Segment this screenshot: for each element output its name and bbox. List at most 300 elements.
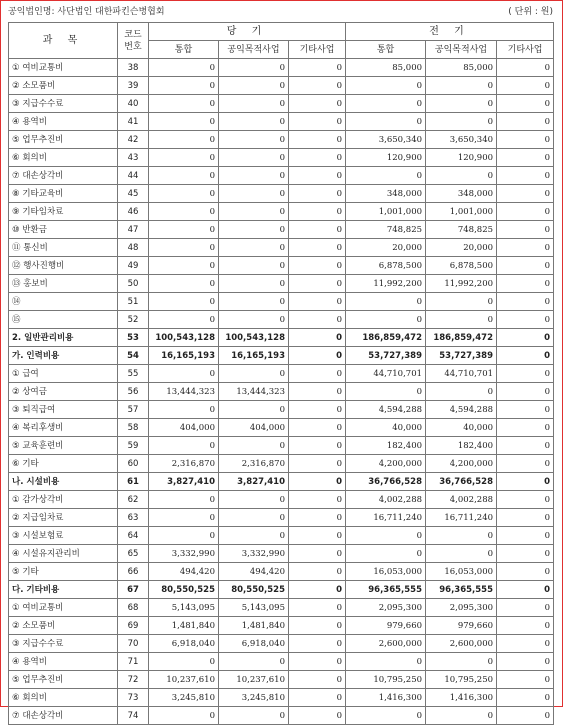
table-row <box>9 185 554 203</box>
current-public: 0 <box>219 77 289 95</box>
current-other: 0 <box>289 293 346 311</box>
row-code: 52 <box>118 311 149 329</box>
current-public: 100,543,128 <box>219 329 289 347</box>
current-total: 404,000 <box>149 419 219 437</box>
prior-other: 0 <box>497 59 554 77</box>
table-row <box>9 707 554 725</box>
current-other: 0 <box>289 203 346 221</box>
prior-other: 0 <box>497 113 554 131</box>
current-other: 0 <box>289 185 346 203</box>
row-code: 41 <box>118 113 149 131</box>
prior-total: 2,095,300 <box>346 599 426 617</box>
current-public: 6,918,040 <box>219 635 289 653</box>
prior-total: 4,002,288 <box>346 491 426 509</box>
current-public: 0 <box>219 185 289 203</box>
table-row <box>9 473 554 491</box>
prior-other: 0 <box>497 635 554 653</box>
prior-other: 0 <box>497 707 554 725</box>
table-row <box>9 77 554 95</box>
current-total: 16,165,193 <box>149 347 219 365</box>
row-label: 2. 일반관리비용 <box>9 329 118 347</box>
prior-total: 16,053,000 <box>346 563 426 581</box>
row-code: 55 <box>118 365 149 383</box>
row-label: ② 상여금 <box>9 383 118 401</box>
current-other: 0 <box>289 581 346 599</box>
current-other: 0 <box>289 329 346 347</box>
row-label: 나. 시설비용 <box>9 473 118 491</box>
current-other: 0 <box>289 275 346 293</box>
row-label: ③ 지급수수료 <box>9 635 118 653</box>
row-label: ⑦ 대손상각비 <box>9 167 118 185</box>
prior-other: 0 <box>497 689 554 707</box>
row-label: ① 급여 <box>9 365 118 383</box>
prior-other: 0 <box>497 509 554 527</box>
table-row <box>9 131 554 149</box>
prior-public: 16,053,000 <box>426 563 497 581</box>
row-label: 가. 인력비용 <box>9 347 118 365</box>
row-label: ③ 지급수수료 <box>9 95 118 113</box>
table-row <box>9 311 554 329</box>
row-code: 58 <box>118 419 149 437</box>
prior-total: 0 <box>346 311 426 329</box>
row-code: 60 <box>118 455 149 473</box>
row-label: ⑥ 기타 <box>9 455 118 473</box>
table-row <box>9 437 554 455</box>
prior-total: 1,001,000 <box>346 203 426 221</box>
prior-public: 16,711,240 <box>426 509 497 527</box>
prior-other: 0 <box>497 653 554 671</box>
current-public: 0 <box>219 257 289 275</box>
prior-total: 96,365,555 <box>346 581 426 599</box>
prior-other: 0 <box>497 563 554 581</box>
prior-total: 6,878,500 <box>346 257 426 275</box>
prior-public: 186,859,472 <box>426 329 497 347</box>
table-row <box>9 599 554 617</box>
table-row <box>9 275 554 293</box>
prior-total: 0 <box>346 293 426 311</box>
current-public: 0 <box>219 491 289 509</box>
prior-total: 10,795,250 <box>346 671 426 689</box>
current-other: 0 <box>289 527 346 545</box>
current-public: 0 <box>219 113 289 131</box>
current-public: 0 <box>219 311 289 329</box>
current-public: 0 <box>219 131 289 149</box>
unit-label: ( 단위 : 원) <box>508 7 553 17</box>
row-code: 53 <box>118 329 149 347</box>
row-label: ⑤ 업무추진비 <box>9 131 118 149</box>
current-public: 16,165,193 <box>219 347 289 365</box>
current-public: 404,000 <box>219 419 289 437</box>
prior-other: 0 <box>497 329 554 347</box>
row-label: ① 여비교통비 <box>9 599 118 617</box>
prior-other: 0 <box>497 527 554 545</box>
row-code: 62 <box>118 491 149 509</box>
prior-public: 20,000 <box>426 239 497 257</box>
prior-total: 11,992,200 <box>346 275 426 293</box>
current-public: 0 <box>219 167 289 185</box>
row-code: 57 <box>118 401 149 419</box>
current-public: 0 <box>219 221 289 239</box>
prior-other: 0 <box>497 671 554 689</box>
row-code: 47 <box>118 221 149 239</box>
row-code: 46 <box>118 203 149 221</box>
current-other: 0 <box>289 563 346 581</box>
prior-period-header: 전 기 <box>346 23 554 41</box>
current-other: 0 <box>289 473 346 491</box>
current-total: 0 <box>149 401 219 419</box>
prior-total: 44,710,701 <box>346 365 426 383</box>
current-other: 0 <box>289 239 346 257</box>
current-total: 0 <box>149 491 219 509</box>
current-total: 0 <box>149 275 219 293</box>
current-total: 0 <box>149 131 219 149</box>
current-total: 0 <box>149 437 219 455</box>
current-total: 5,143,095 <box>149 599 219 617</box>
current-other: 0 <box>289 113 346 131</box>
current-other: 0 <box>289 455 346 473</box>
current-public: 10,237,610 <box>219 671 289 689</box>
prior-public: 0 <box>426 113 497 131</box>
row-label: ⑨ 기타임차료 <box>9 203 118 221</box>
prior-public: 0 <box>426 653 497 671</box>
current-total: 0 <box>149 113 219 131</box>
current-total: 0 <box>149 239 219 257</box>
prior-total: 182,400 <box>346 437 426 455</box>
row-code: 68 <box>118 599 149 617</box>
row-code: 54 <box>118 347 149 365</box>
prior-other: 0 <box>497 581 554 599</box>
row-label: ② 지급임차료 <box>9 509 118 527</box>
table-row <box>9 95 554 113</box>
row-label: ③ 시설보험료 <box>9 527 118 545</box>
current-other: 0 <box>289 167 346 185</box>
current-total: 0 <box>149 653 219 671</box>
current-total: 3,827,410 <box>149 473 219 491</box>
table-row <box>9 617 554 635</box>
prior-public: 2,095,300 <box>426 599 497 617</box>
row-label: ⑮ <box>9 311 118 329</box>
row-code: 71 <box>118 653 149 671</box>
row-code: 66 <box>118 563 149 581</box>
current-total: 0 <box>149 185 219 203</box>
table-row <box>9 671 554 689</box>
current-total: 10,237,610 <box>149 671 219 689</box>
prior-public: 120,900 <box>426 149 497 167</box>
row-label: ④ 시설유지관리비 <box>9 545 118 563</box>
current-other: 0 <box>289 689 346 707</box>
current-public: 2,316,870 <box>219 455 289 473</box>
prior-total: 0 <box>346 383 426 401</box>
prior-other: 0 <box>497 419 554 437</box>
prior-other: 0 <box>497 599 554 617</box>
prior-public: 4,002,288 <box>426 491 497 509</box>
prior-public: 44,710,701 <box>426 365 497 383</box>
prior-total: 0 <box>346 707 426 725</box>
prior-total: 120,900 <box>346 149 426 167</box>
current-total: 6,918,040 <box>149 635 219 653</box>
prior-total: 3,650,340 <box>346 131 426 149</box>
prior-other: 0 <box>497 95 554 113</box>
row-code: 72 <box>118 671 149 689</box>
table-row <box>9 545 554 563</box>
current-public: 3,245,810 <box>219 689 289 707</box>
current-total: 0 <box>149 365 219 383</box>
current-total: 3,332,990 <box>149 545 219 563</box>
row-label: ① 감가상각비 <box>9 491 118 509</box>
current-total: 0 <box>149 311 219 329</box>
prior-other: 0 <box>497 365 554 383</box>
prior-total: 4,594,288 <box>346 401 426 419</box>
table-row <box>9 203 554 221</box>
prior-other: 0 <box>497 167 554 185</box>
current-other: 0 <box>289 311 346 329</box>
prior-public: 1,001,000 <box>426 203 497 221</box>
prior-public: 3,650,340 <box>426 131 497 149</box>
code-header-text: 코드 번호 <box>124 29 142 52</box>
current-total: 100,543,128 <box>149 329 219 347</box>
current-public: 0 <box>219 707 289 725</box>
prior-public: 4,200,000 <box>426 455 497 473</box>
prior-total: 85,000 <box>346 59 426 77</box>
table-row <box>9 563 554 581</box>
current-public: 0 <box>219 653 289 671</box>
row-label: ④ 용역비 <box>9 653 118 671</box>
current-public: 13,444,323 <box>219 383 289 401</box>
row-label: ⑥ 회의비 <box>9 149 118 167</box>
prior-other: 0 <box>497 491 554 509</box>
prior-other: 0 <box>497 221 554 239</box>
row-label: ⑬ 홍보비 <box>9 275 118 293</box>
current-total: 1,481,840 <box>149 617 219 635</box>
row-label: ⑦ 대손상각비 <box>9 707 118 725</box>
current-public: 0 <box>219 59 289 77</box>
current-other: 0 <box>289 257 346 275</box>
current-total: 0 <box>149 293 219 311</box>
prior-total: 0 <box>346 545 426 563</box>
prior-total: 2,600,000 <box>346 635 426 653</box>
row-label: ⑫ 행사진행비 <box>9 257 118 275</box>
prior-public: 182,400 <box>426 437 497 455</box>
prior-public: 4,594,288 <box>426 401 497 419</box>
prior-public: 748,825 <box>426 221 497 239</box>
table-body <box>9 59 554 725</box>
table-row <box>9 455 554 473</box>
prior-public: 36,766,528 <box>426 473 497 491</box>
row-label: ⑥ 회의비 <box>9 689 118 707</box>
current-other: 0 <box>289 437 346 455</box>
row-code: 74 <box>118 707 149 725</box>
table-row <box>9 635 554 653</box>
current-public: 0 <box>219 365 289 383</box>
current-public: 0 <box>219 203 289 221</box>
current-total: 80,550,525 <box>149 581 219 599</box>
current-public: 0 <box>219 239 289 257</box>
prior-total: 979,660 <box>346 617 426 635</box>
prior-other: 0 <box>497 149 554 167</box>
prior-other: 0 <box>497 131 554 149</box>
current-public: 0 <box>219 509 289 527</box>
table-row <box>9 581 554 599</box>
row-label: 다. 기타비용 <box>9 581 118 599</box>
organization-name: 공익법인명: 사단법인 대한파킨슨병협회 <box>8 7 165 17</box>
row-code: 40 <box>118 95 149 113</box>
current-other: 0 <box>289 77 346 95</box>
document-header <box>8 4 553 18</box>
table-row <box>9 689 554 707</box>
current-other: 0 <box>289 401 346 419</box>
prior-public: 0 <box>426 77 497 95</box>
row-code: 67 <box>118 581 149 599</box>
table-row <box>9 365 554 383</box>
prior-total: 0 <box>346 77 426 95</box>
prior-total: 16,711,240 <box>346 509 426 527</box>
row-code: 38 <box>118 59 149 77</box>
current-public: 0 <box>219 527 289 545</box>
current-total: 0 <box>149 257 219 275</box>
current-public: 494,420 <box>219 563 289 581</box>
prior-public: 0 <box>426 383 497 401</box>
table-row <box>9 419 554 437</box>
prior-total: 53,727,389 <box>346 347 426 365</box>
prior-other: 0 <box>497 239 554 257</box>
prior-other: 0 <box>497 383 554 401</box>
row-label: ② 소모품비 <box>9 77 118 95</box>
prior-public: 348,000 <box>426 185 497 203</box>
current-other: 0 <box>289 365 346 383</box>
current-other: 0 <box>289 545 346 563</box>
prior-total-header: 통합 <box>346 41 426 59</box>
row-label: ⑩ 반환금 <box>9 221 118 239</box>
row-code: 56 <box>118 383 149 401</box>
current-total: 0 <box>149 509 219 527</box>
current-other: 0 <box>289 95 346 113</box>
current-total: 3,245,810 <box>149 689 219 707</box>
prior-other: 0 <box>497 257 554 275</box>
row-label: ⑤ 업무추진비 <box>9 671 118 689</box>
prior-total: 0 <box>346 113 426 131</box>
row-label: ④ 용역비 <box>9 113 118 131</box>
prior-other: 0 <box>497 617 554 635</box>
current-total: 0 <box>149 167 219 185</box>
prior-other: 0 <box>497 185 554 203</box>
code-header <box>118 23 149 59</box>
current-total: 494,420 <box>149 563 219 581</box>
prior-other: 0 <box>497 437 554 455</box>
prior-public: 2,600,000 <box>426 635 497 653</box>
row-code: 39 <box>118 77 149 95</box>
prior-public: 11,992,200 <box>426 275 497 293</box>
row-code: 70 <box>118 635 149 653</box>
table-row <box>9 653 554 671</box>
current-other: 0 <box>289 221 346 239</box>
prior-public: 0 <box>426 167 497 185</box>
prior-total: 40,000 <box>346 419 426 437</box>
row-code: 65 <box>118 545 149 563</box>
current-total: 0 <box>149 527 219 545</box>
current-public: 1,481,840 <box>219 617 289 635</box>
prior-public-header: 공익목적사업 <box>426 41 497 59</box>
prior-total: 1,416,300 <box>346 689 426 707</box>
prior-total: 0 <box>346 527 426 545</box>
prior-other: 0 <box>497 293 554 311</box>
prior-public: 979,660 <box>426 617 497 635</box>
prior-other-header: 기타사업 <box>497 41 554 59</box>
current-other: 0 <box>289 491 346 509</box>
current-public: 0 <box>219 293 289 311</box>
prior-other: 0 <box>497 347 554 365</box>
row-code: 69 <box>118 617 149 635</box>
row-label: ③ 퇴직급여 <box>9 401 118 419</box>
row-label: ⑪ 통신비 <box>9 239 118 257</box>
row-code: 44 <box>118 167 149 185</box>
current-total: 0 <box>149 77 219 95</box>
prior-other: 0 <box>497 401 554 419</box>
row-label: ① 여비교통비 <box>9 59 118 77</box>
current-total: 0 <box>149 95 219 113</box>
current-public: 0 <box>219 149 289 167</box>
current-other: 0 <box>289 617 346 635</box>
row-code: 73 <box>118 689 149 707</box>
current-other: 0 <box>289 59 346 77</box>
table-row <box>9 293 554 311</box>
prior-other: 0 <box>497 545 554 563</box>
prior-other: 0 <box>497 203 554 221</box>
row-code: 59 <box>118 437 149 455</box>
current-total: 2,316,870 <box>149 455 219 473</box>
row-code: 43 <box>118 149 149 167</box>
table-row <box>9 257 554 275</box>
table-row <box>9 509 554 527</box>
prior-total: 0 <box>346 653 426 671</box>
current-total: 0 <box>149 149 219 167</box>
prior-public: 1,416,300 <box>426 689 497 707</box>
subject-header: 과 목 <box>9 23 118 59</box>
current-other: 0 <box>289 671 346 689</box>
current-other: 0 <box>289 707 346 725</box>
row-label: ④ 복리후생비 <box>9 419 118 437</box>
row-code: 49 <box>118 257 149 275</box>
prior-public: 96,365,555 <box>426 581 497 599</box>
current-total: 0 <box>149 59 219 77</box>
prior-public: 10,795,250 <box>426 671 497 689</box>
table-row <box>9 329 554 347</box>
table-row <box>9 347 554 365</box>
row-code: 64 <box>118 527 149 545</box>
row-code: 50 <box>118 275 149 293</box>
current-public: 0 <box>219 401 289 419</box>
prior-total: 0 <box>346 167 426 185</box>
prior-public: 53,727,389 <box>426 347 497 365</box>
row-code: 42 <box>118 131 149 149</box>
prior-total: 4,200,000 <box>346 455 426 473</box>
prior-other: 0 <box>497 455 554 473</box>
prior-public: 85,000 <box>426 59 497 77</box>
current-other: 0 <box>289 347 346 365</box>
row-code: 48 <box>118 239 149 257</box>
prior-other: 0 <box>497 473 554 491</box>
current-other: 0 <box>289 131 346 149</box>
current-other: 0 <box>289 149 346 167</box>
prior-total: 20,000 <box>346 239 426 257</box>
prior-total: 186,859,472 <box>346 329 426 347</box>
current-period-header: 당 기 <box>149 23 346 41</box>
table-row <box>9 239 554 257</box>
table-row <box>9 149 554 167</box>
table-row <box>9 401 554 419</box>
current-public: 0 <box>219 95 289 113</box>
table-row <box>9 383 554 401</box>
prior-public: 0 <box>426 527 497 545</box>
